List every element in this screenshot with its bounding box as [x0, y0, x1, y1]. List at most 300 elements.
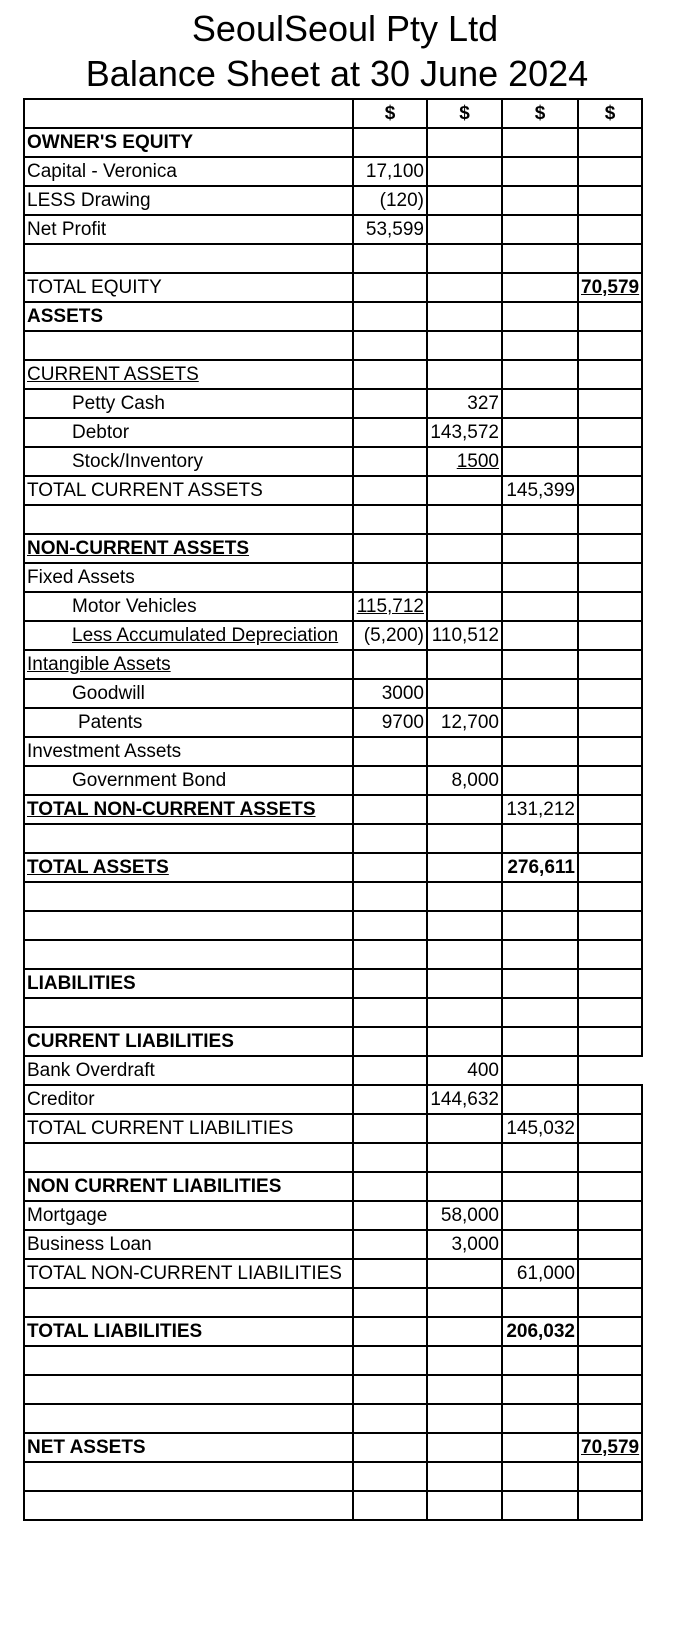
amount-cell-col-1 [353, 505, 427, 534]
table-row [24, 505, 642, 534]
amount-cell-col-3 [502, 1259, 578, 1288]
amount-cell-col-1 [353, 1085, 427, 1114]
amount-cell-col-1 [353, 331, 427, 360]
amount-cell-col-3 [502, 795, 578, 824]
amount-cell-col-4 [578, 99, 642, 128]
amount-cell-col-1 [353, 186, 427, 215]
row-label [24, 650, 353, 679]
row-label [24, 128, 353, 157]
amount-cell-col-3 [502, 505, 578, 534]
amount-cell-col-2 [427, 969, 502, 998]
amount-value: 400 [467, 1060, 499, 1081]
amount-cell-col-2 [427, 1259, 502, 1288]
amount-cell-col-1 [353, 244, 427, 273]
amount-cell-col-3 [502, 911, 578, 940]
row-label [24, 795, 353, 824]
amount-cell-col-3 [502, 1433, 578, 1462]
amount-cell-col-2 [427, 1027, 502, 1056]
row-label [24, 215, 353, 244]
amount-cell-col-4 [578, 737, 642, 766]
amount-cell-col-1 [353, 853, 427, 882]
amount-cell-col-2 [427, 1317, 502, 1346]
amount-cell-col-4 [578, 447, 642, 476]
amount-cell-col-3 [502, 592, 578, 621]
amount-cell-col-3 [502, 940, 578, 969]
row-label-text: TOTAL LIABILITIES [27, 1321, 203, 1342]
row-label [24, 244, 353, 273]
amount-cell-col-3 [502, 99, 578, 128]
row-label [24, 1143, 353, 1172]
amount-cell-col-1 [353, 1404, 427, 1433]
table-row [24, 1114, 642, 1143]
row-label [24, 1027, 353, 1056]
row-label-text: OWNER'S EQUITY [27, 132, 194, 153]
row-label [24, 1230, 353, 1259]
amount-cell-col-3 [502, 418, 578, 447]
row-label [24, 273, 353, 302]
amount-cell-col-1 [353, 1230, 427, 1259]
amount-cell-col-1 [353, 1056, 427, 1085]
amount-cell-col-4 [578, 273, 642, 302]
amount-cell-col-2 [427, 650, 502, 679]
amount-cell-col-1 [353, 824, 427, 853]
amount-value: $ [459, 103, 470, 124]
amount-cell-col-2 [427, 476, 502, 505]
amount-cell-col-4 [578, 795, 642, 824]
amount-value: 3,000 [451, 1234, 499, 1255]
amount-cell-col-2 [427, 360, 502, 389]
table-row [24, 650, 642, 679]
table-row [24, 592, 642, 621]
amount-cell-col-2 [427, 679, 502, 708]
amount-cell-col-2 [427, 824, 502, 853]
amount-cell-col-1 [353, 1027, 427, 1056]
amount-cell-col-4 [578, 1056, 642, 1085]
amount-cell-col-1 [353, 534, 427, 563]
amount-cell-col-3 [502, 1027, 578, 1056]
amount-cell-col-3 [502, 563, 578, 592]
amount-cell-col-4 [578, 505, 642, 534]
amount-cell-col-1 [353, 302, 427, 331]
amount-cell-col-2 [427, 128, 502, 157]
amount-cell-col-4 [578, 882, 642, 911]
row-label [24, 1462, 353, 1491]
table-row [24, 1201, 642, 1230]
amount-cell-col-2 [427, 505, 502, 534]
amount-value: $ [384, 103, 396, 124]
amount-cell-col-4 [578, 592, 642, 621]
amount-cell-col-2 [427, 157, 502, 186]
amount-cell-col-3 [502, 766, 578, 795]
amount-cell-col-2 [427, 215, 502, 244]
amount-cell-col-2 [427, 563, 502, 592]
row-label [24, 1114, 353, 1143]
table-row [24, 766, 642, 795]
amount-cell-col-4 [578, 621, 642, 650]
amount-cell-col-1 [353, 476, 427, 505]
amount-cell-col-1 [353, 1491, 427, 1520]
amount-cell-col-2 [427, 1346, 502, 1375]
amount-value: 144,632 [430, 1089, 499, 1110]
amount-cell-col-4 [578, 766, 642, 795]
amount-cell-col-3 [502, 215, 578, 244]
amount-cell-col-1 [353, 679, 427, 708]
amount-cell-col-1 [353, 360, 427, 389]
table-row [24, 1056, 642, 1085]
row-label-text: Mortgage [27, 1205, 108, 1226]
row-label [24, 505, 353, 534]
amount-cell-col-3 [502, 302, 578, 331]
amount-cell-col-2 [427, 737, 502, 766]
row-label [24, 418, 353, 447]
amount-cell-col-2 [427, 1114, 502, 1143]
amount-cell-col-3 [502, 1230, 578, 1259]
amount-cell-col-4 [578, 157, 642, 186]
table-row [24, 244, 642, 273]
row-label [24, 302, 353, 331]
row-label [24, 853, 353, 882]
amount-cell-col-3 [502, 621, 578, 650]
table-row [24, 1259, 642, 1288]
amount-cell-col-4 [578, 244, 642, 273]
row-label-text: Patents [78, 712, 143, 733]
amount-cell-col-4 [578, 186, 642, 215]
balance-sheet-body [24, 99, 642, 1520]
amount-cell-col-2 [427, 1491, 502, 1520]
amount-value: $ [604, 103, 616, 124]
amount-cell-col-1 [353, 1462, 427, 1491]
amount-cell-col-4 [578, 940, 642, 969]
amount-cell-col-2 [427, 244, 502, 273]
table-row [24, 1462, 642, 1491]
table-row [24, 998, 642, 1027]
amount-cell-col-1 [353, 1114, 427, 1143]
table-row [24, 969, 642, 998]
row-label [24, 1172, 353, 1201]
amount-cell-col-1 [353, 998, 427, 1027]
amount-cell-col-2 [427, 795, 502, 824]
amount-cell-col-3 [502, 1491, 578, 1520]
amount-cell-col-1 [353, 766, 427, 795]
amount-cell-col-2 [427, 447, 502, 476]
amount-cell-col-2 [427, 1143, 502, 1172]
row-label [24, 737, 353, 766]
amount-cell-col-1 [353, 621, 427, 650]
amount-cell-col-3 [502, 476, 578, 505]
row-label [24, 447, 353, 476]
table-row [24, 1288, 642, 1317]
amount-cell-col-1 [353, 940, 427, 969]
table-row [24, 215, 642, 244]
row-label [24, 1346, 353, 1375]
amount-cell-col-4 [578, 824, 642, 853]
amount-cell-col-4 [578, 1317, 642, 1346]
amount-cell-col-4 [578, 389, 642, 418]
amount-cell-col-4 [578, 911, 642, 940]
amount-cell-col-4 [578, 1085, 642, 1114]
table-row [24, 1143, 642, 1172]
amount-cell-col-4 [578, 1433, 642, 1462]
amount-cell-col-2 [427, 99, 502, 128]
amount-value: 9700 [381, 712, 424, 733]
row-label [24, 824, 353, 853]
row-label [24, 389, 353, 418]
table-row [24, 940, 642, 969]
amount-cell-col-3 [502, 969, 578, 998]
amount-cell-col-1 [353, 708, 427, 737]
row-label-text: Intangible Assets [27, 654, 171, 675]
amount-cell-col-3 [502, 331, 578, 360]
row-label-text: Bank Overdraft [27, 1060, 155, 1081]
amount-value: 70,579 [581, 277, 640, 298]
amount-cell-col-4 [578, 1375, 642, 1404]
amount-cell-col-3 [502, 389, 578, 418]
row-label-text: Debtor [72, 422, 130, 443]
amount-value: 53,599 [365, 219, 424, 240]
amount-cell-col-3 [502, 534, 578, 563]
amount-cell-col-1 [353, 157, 427, 186]
amount-value: 276,611 [507, 857, 575, 878]
table-row [24, 128, 642, 157]
amount-cell-col-3 [502, 244, 578, 273]
table-row [24, 1027, 642, 1056]
row-label-text: Motor Vehicles [72, 596, 197, 617]
amount-cell-col-3 [502, 1172, 578, 1201]
amount-value: 145,399 [506, 480, 575, 501]
table-row [24, 186, 642, 215]
amount-cell-col-4 [578, 708, 642, 737]
amount-cell-col-4 [578, 331, 642, 360]
table-row [24, 853, 642, 882]
amount-cell-col-4 [578, 1288, 642, 1317]
amount-cell-col-4 [578, 650, 642, 679]
row-label-text: NON-CURRENT ASSETS [27, 538, 250, 559]
row-label [24, 476, 353, 505]
row-label [24, 534, 353, 563]
table-row [24, 302, 642, 331]
amount-value: 110,512 [431, 625, 499, 646]
amount-value: 131,212 [506, 799, 575, 820]
amount-cell-col-2 [427, 302, 502, 331]
table-row [24, 882, 642, 911]
amount-value: 327 [467, 393, 499, 414]
amount-cell-col-2 [427, 911, 502, 940]
row-label [24, 186, 353, 215]
amount-cell-col-4 [578, 563, 642, 592]
amount-cell-col-1 [353, 563, 427, 592]
amount-cell-col-1 [353, 882, 427, 911]
amount-value: (120) [379, 190, 424, 211]
table-row [24, 360, 642, 389]
row-label [24, 998, 353, 1027]
amount-cell-col-1 [353, 418, 427, 447]
amount-cell-col-4 [578, 1172, 642, 1201]
table-row [24, 563, 642, 592]
amount-cell-col-4 [578, 1462, 642, 1491]
amount-cell-col-2 [427, 1056, 502, 1085]
amount-cell-col-1 [353, 99, 427, 128]
table-row [24, 1346, 642, 1375]
table-row [24, 447, 642, 476]
amount-cell-col-2 [427, 882, 502, 911]
amount-cell-col-3 [502, 1317, 578, 1346]
amount-cell-col-4 [578, 998, 642, 1027]
amount-cell-col-2 [427, 592, 502, 621]
amount-value: 17,100 [365, 161, 424, 182]
amount-cell-col-3 [502, 824, 578, 853]
table-row [24, 1317, 642, 1346]
row-label-text: NET ASSETS [27, 1437, 146, 1458]
amount-cell-col-1 [353, 1288, 427, 1317]
amount-cell-col-3 [502, 1346, 578, 1375]
row-label [24, 1259, 353, 1288]
row-label [24, 331, 353, 360]
amount-cell-col-3 [502, 273, 578, 302]
amount-cell-col-2 [427, 186, 502, 215]
amount-cell-col-1 [353, 795, 427, 824]
amount-cell-col-4 [578, 534, 642, 563]
table-row [24, 1404, 642, 1433]
amount-cell-col-1 [353, 128, 427, 157]
amount-cell-col-3 [502, 1375, 578, 1404]
row-label [24, 99, 353, 128]
amount-cell-col-3 [502, 360, 578, 389]
table-row [24, 1230, 642, 1259]
amount-cell-col-4 [578, 1201, 642, 1230]
row-label-text: Business Loan [27, 1234, 152, 1255]
row-label [24, 911, 353, 940]
row-label [24, 708, 353, 737]
table-row [24, 737, 642, 766]
amount-cell-col-3 [502, 1085, 578, 1114]
amount-cell-col-2 [427, 853, 502, 882]
amount-cell-col-2 [427, 273, 502, 302]
table-row [24, 273, 642, 302]
amount-cell-col-2 [427, 389, 502, 418]
table-row [24, 476, 642, 505]
amount-value: 12,700 [440, 712, 499, 733]
amount-cell-col-4 [578, 1143, 642, 1172]
amount-cell-col-2 [427, 940, 502, 969]
amount-cell-col-1 [353, 447, 427, 476]
row-label-text: Capital - Veronica [27, 161, 177, 182]
row-label-text: TOTAL EQUITY [27, 277, 162, 298]
table-row [24, 389, 642, 418]
row-label [24, 1491, 353, 1520]
row-label-text: TOTAL CURRENT LIABILITIES [27, 1118, 294, 1139]
amount-cell-col-2 [427, 1375, 502, 1404]
amount-cell-col-2 [427, 766, 502, 795]
amount-cell-col-4 [578, 1259, 642, 1288]
amount-cell-col-3 [502, 128, 578, 157]
row-label-text: Government Bond [72, 770, 227, 791]
amount-cell-col-4 [578, 360, 642, 389]
amount-value: 61,000 [516, 1263, 575, 1284]
amount-cell-col-3 [502, 679, 578, 708]
row-label-text: LIABILITIES [27, 973, 136, 994]
amount-value: 70,579 [581, 1437, 640, 1458]
amount-cell-col-2 [427, 1462, 502, 1491]
amount-cell-col-1 [353, 273, 427, 302]
amount-cell-col-2 [427, 1172, 502, 1201]
table-row [24, 795, 642, 824]
row-label [24, 940, 353, 969]
amount-cell-col-2 [427, 1085, 502, 1114]
amount-cell-col-4 [578, 215, 642, 244]
amount-cell-col-3 [502, 737, 578, 766]
amount-cell-col-1 [353, 215, 427, 244]
row-label-text: Less Accumulated Depreciation [72, 625, 339, 646]
table-row [24, 708, 642, 737]
amount-cell-col-2 [427, 621, 502, 650]
table-row [24, 1375, 642, 1404]
amount-value: (5,200) [363, 625, 424, 646]
amount-cell-col-3 [502, 447, 578, 476]
row-label [24, 1375, 353, 1404]
row-label-text: LESS Drawing [27, 190, 151, 211]
amount-cell-col-3 [502, 1056, 578, 1085]
row-label-text: Creditor [27, 1089, 95, 1110]
row-label [24, 766, 353, 795]
table-row [24, 1172, 642, 1201]
row-label [24, 1288, 353, 1317]
amount-cell-col-4 [578, 128, 642, 157]
amount-cell-col-1 [353, 1317, 427, 1346]
amount-value: 8,000 [451, 770, 499, 791]
table-row [24, 824, 642, 853]
amount-cell-col-2 [427, 331, 502, 360]
row-label [24, 1404, 353, 1433]
amount-cell-col-4 [578, 853, 642, 882]
table-row [24, 1433, 642, 1462]
amount-cell-col-4 [578, 969, 642, 998]
amount-cell-col-4 [578, 1404, 642, 1433]
amount-cell-col-4 [578, 1491, 642, 1520]
row-label [24, 1056, 353, 1085]
row-label [24, 592, 353, 621]
amount-cell-col-1 [353, 389, 427, 418]
row-label [24, 1201, 353, 1230]
amount-cell-col-3 [502, 853, 578, 882]
amount-cell-col-3 [502, 882, 578, 911]
row-label-text: TOTAL NON-CURRENT LIABILITIES [27, 1263, 342, 1284]
amount-cell-col-4 [578, 679, 642, 708]
amount-cell-col-2 [427, 998, 502, 1027]
table-row [24, 1491, 642, 1520]
amount-cell-col-3 [502, 998, 578, 1027]
sheet-title: Balance Sheet at 30 June 2024 [85, 53, 589, 94]
row-label-text: Fixed Assets [27, 567, 135, 588]
amount-cell-col-1 [353, 737, 427, 766]
amount-cell-col-1 [353, 911, 427, 940]
amount-cell-col-1 [353, 1433, 427, 1462]
amount-cell-col-2 [427, 1230, 502, 1259]
amount-cell-col-2 [427, 418, 502, 447]
amount-cell-col-3 [502, 650, 578, 679]
amount-cell-col-3 [502, 1143, 578, 1172]
amount-value: 3000 [381, 683, 424, 704]
table-row [24, 157, 642, 186]
balance-sheet-table [23, 98, 643, 1521]
amount-value: 58,000 [440, 1205, 499, 1226]
amount-cell-col-4 [578, 1230, 642, 1259]
table-row [24, 534, 642, 563]
amount-cell-col-4 [578, 1114, 642, 1143]
amount-cell-col-1 [353, 1259, 427, 1288]
amount-cell-col-2 [427, 1404, 502, 1433]
row-label-text: Investment Assets [27, 741, 182, 762]
header-row [24, 99, 642, 128]
